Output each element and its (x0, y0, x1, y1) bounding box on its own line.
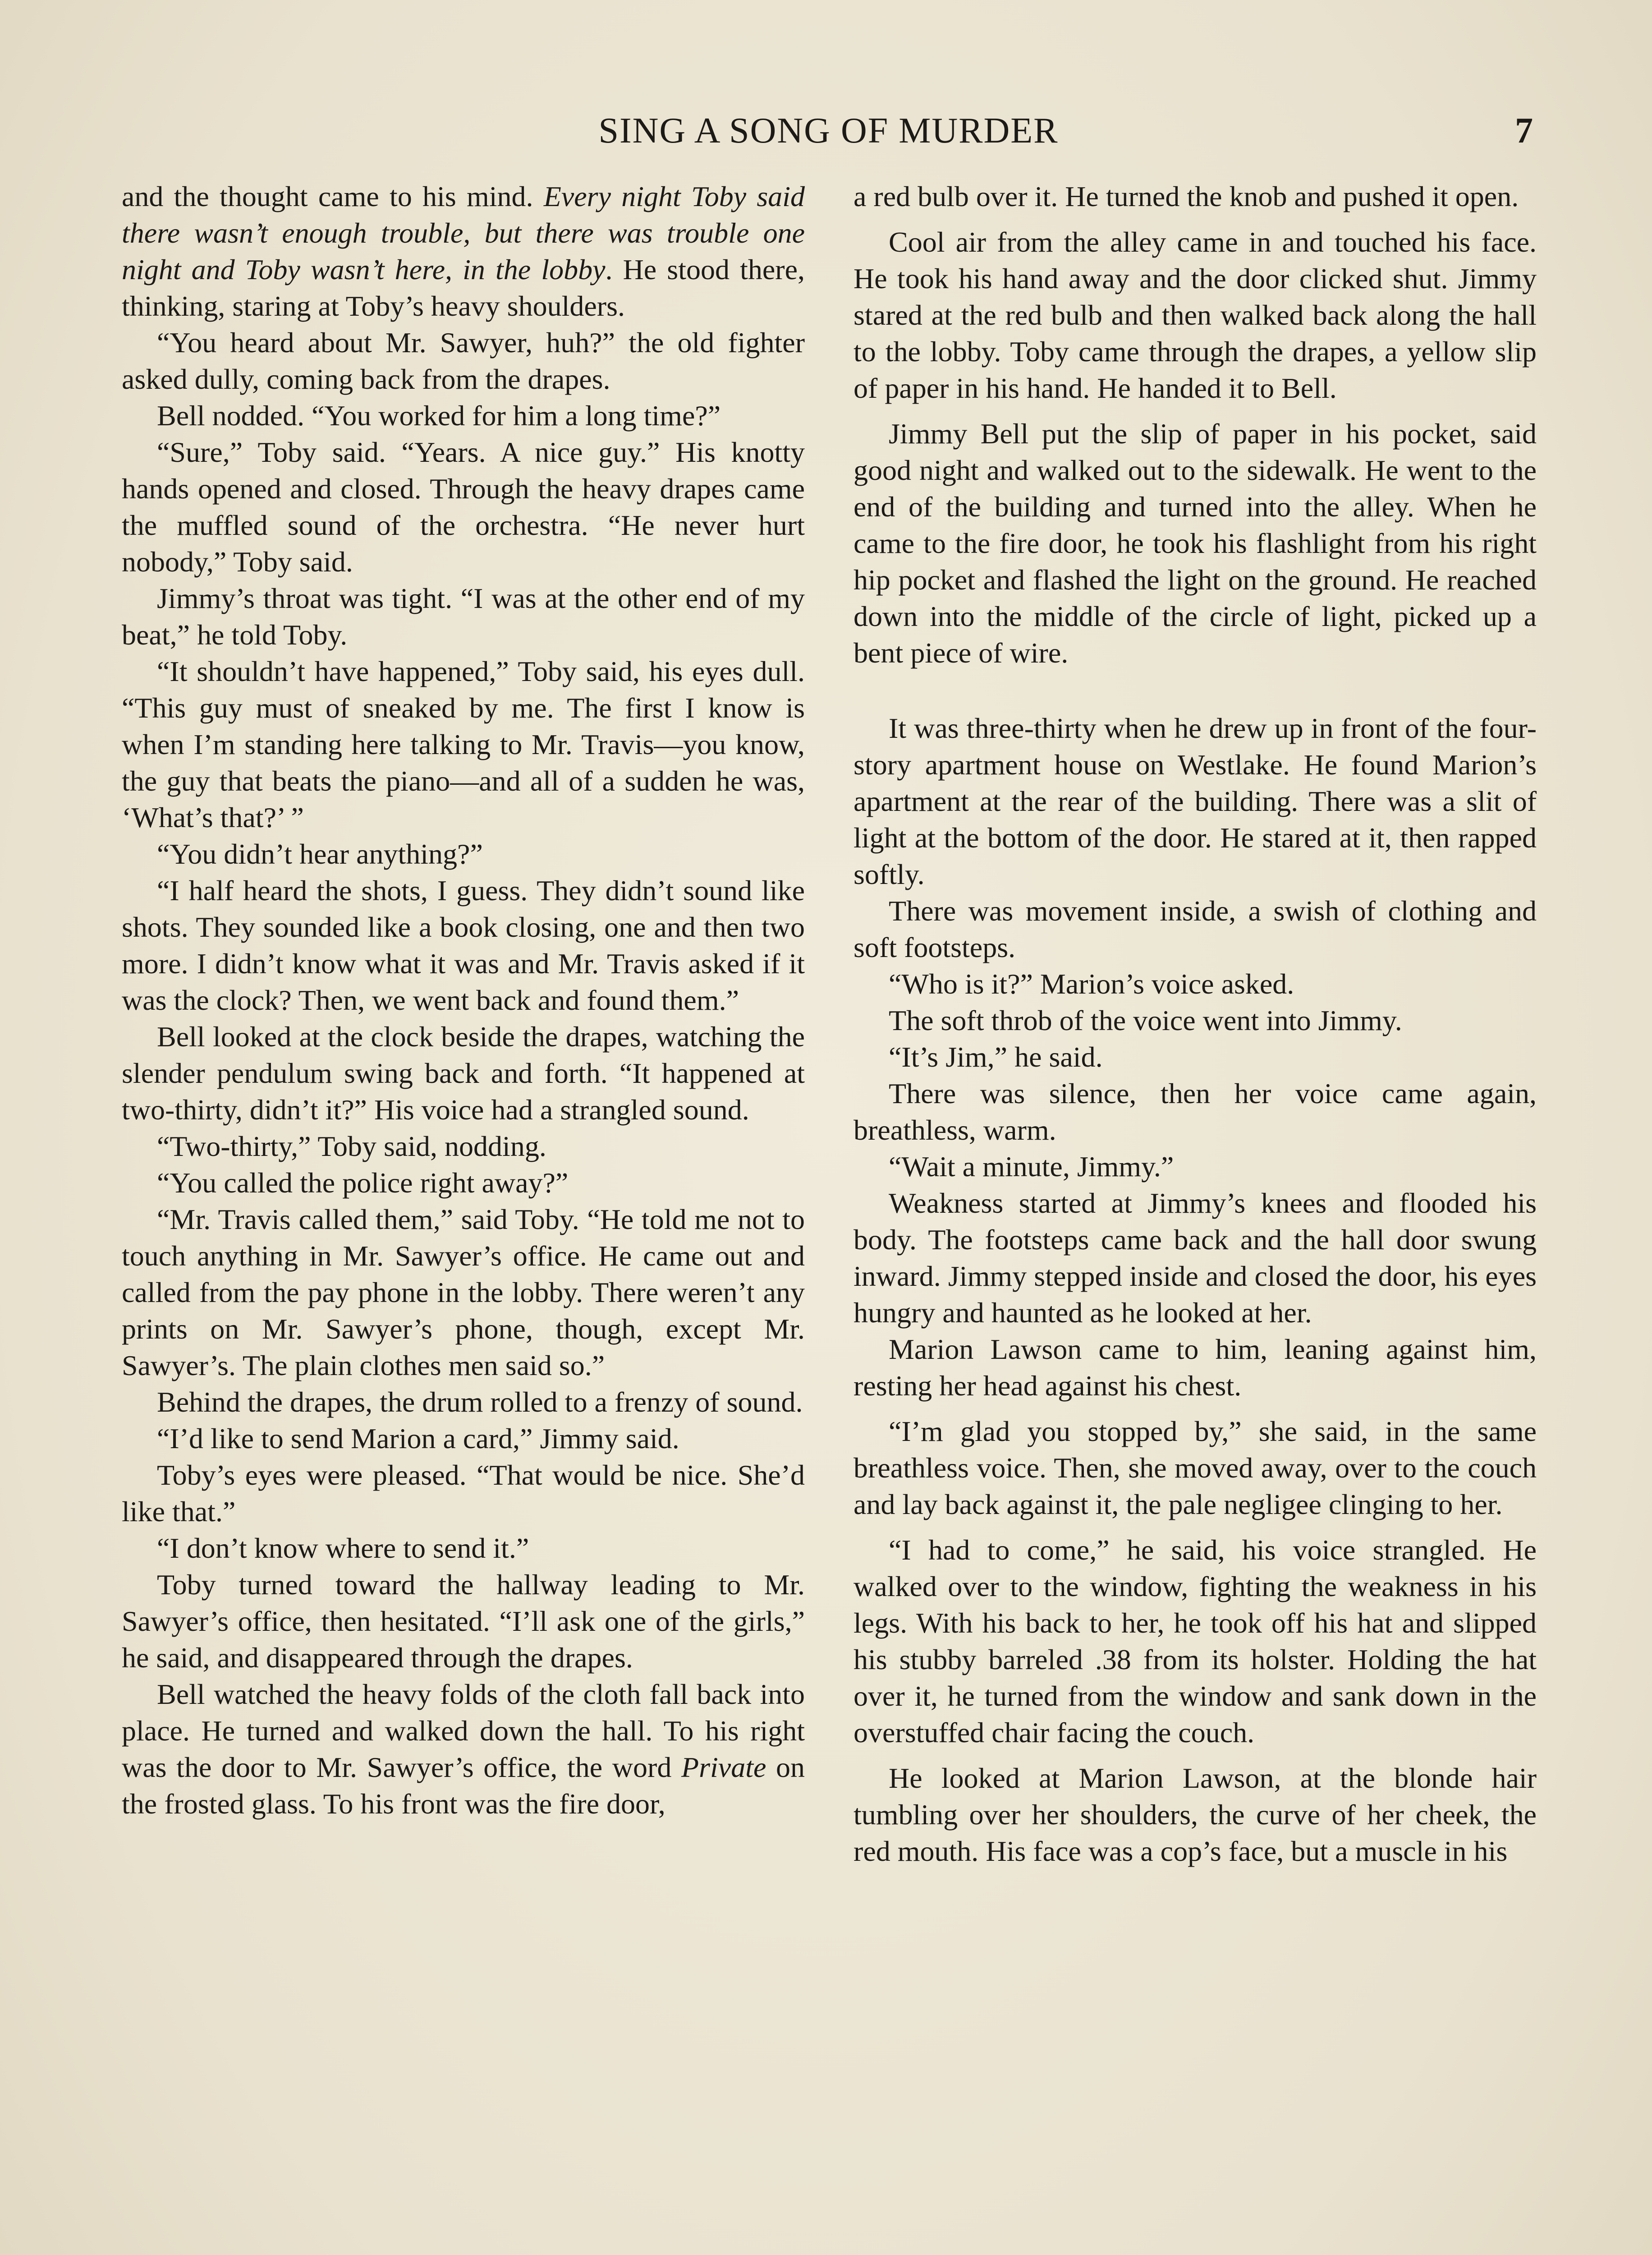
paragraph: “Two-thirty,” Toby said, nodding. (157, 1130, 546, 1162)
paragraph: Bell nodded. “You worked for him a long time?” (157, 400, 721, 432)
paragraph: and the thought came to his mind. Every night Toby said there wasn’t enough trouble, but there was trouble one night and Toby wasn’t here, in the lobby. He stood there, thinking, staring at Toby’s heavy shoulders. (122, 180, 805, 322)
paragraph: Cool air from the alley came in and touched his face. He took his hand away and the door clicked shut. Jimmy stared at the red bulb and then walked back along the hall to the lobby. Toby came through the drapes, a yellow slip of paper in his hand. He handed it to Bell. (854, 226, 1537, 404)
paragraph: “I don’t know where to send it.” (157, 1532, 529, 1564)
paragraph: Toby turned toward the hallway leading to Mr. Sawyer’s office, then hesitated. “I’ll ask one of the girls,” he said, and disappeared through the drapes. (122, 1569, 805, 1674)
paragraph: Jimmy’s throat was tight. “I was at the other end of my beat,” he told Toby. (122, 582, 805, 651)
page-number: 7 (1515, 111, 1533, 151)
running-head (124, 108, 1533, 153)
paragraph: He looked at Marion Lawson, at the blonde hair tumbling over her shoulders, the curve of her cheek, the red mouth. His face was a cop’s face, but a muscle in his (854, 1762, 1537, 1867)
paragraph: “Who is it?” Marion’s voice asked. (889, 968, 1294, 1000)
paragraph: “I had to come,” he said, his voice strangled. He walked over to the window, fighting the weakness in his legs. With his back to her, he took off his hat and slipped his stubby barreled .38 from its holster. Holding the hat over it, he turned from the window and sank down in the overstuffed chair facing the couch. (854, 1534, 1537, 1749)
paragraph: “You heard about Mr. Sawyer, huh?” the old fighter asked dully, coming back from the drapes. (122, 327, 805, 395)
paragraph: “It’s Jim,” he said. (889, 1041, 1103, 1073)
paragraph: There was silence, then her voice came again, breathless, warm. (854, 1077, 1537, 1146)
paragraph: Marion Lawson came to him, leaning against him, resting her head against his chest. (854, 1333, 1537, 1402)
paragraph: “Mr. Travis called them,” said Toby. “He told me not to touch anything in Mr. Sawyer’s office. He came out and called from the pay phone in the lobby. There weren’t any prints on Mr. Sawyer’s phone, though, except Mr. Sawyer’s. The plain clothes men said so.” (122, 1203, 805, 1381)
paragraph: “I half heard the shots, I guess. They didn’t sound like shots. They sounded like a book closing, one and then two more. I didn’t know what it was and Mr. Travis asked if it was the clock? Then, we went back and found them.” (122, 874, 805, 1016)
paragraph: Jimmy Bell put the slip of paper in his pocket, said good night and walked out to the sidewalk. He went to the end of the building and turned into the alley. When he came to the fire door, he took his flashlight from his right hip pocket and flashed the light on the ground. He reached down into the middle of the circle of light, picked up a bent piece of wire. (854, 418, 1537, 669)
paragraph: It was three-thirty when he drew up in front of the four-story apartment house on Westlake. He found Marion’s apartment at the rear of the building. There was a slit of light at the bottom of the door. He stared at it, then rapped softly. (854, 712, 1537, 890)
paragraph: Behind the drapes, the drum rolled to a frenzy of sound. (157, 1386, 803, 1418)
paragraph: “I’d like to send Marion a card,” Jimmy said. (157, 1422, 679, 1454)
paragraph: “It shouldn’t have happened,” Toby said, his eyes dull. “This guy must of sneaked by me. The first I know is when I’m standing here talking to Mr. Travis—you know, the guy that beats the piano—and all of a sudden he was, ‘What’s that?’ ” (122, 655, 805, 833)
paragraph: Bell looked at the clock beside the drapes, watching the slender pendulum swing back and forth. “It happened at two-thirty, didn’t it?” His voice had a strangled sound. (122, 1021, 805, 1126)
paragraph: “I’m glad you stopped by,” she said, in the same breathless voice. Then, she moved away, over to the couch and lay back against it, the pale negligee clinging to her. (854, 1415, 1537, 1520)
paragraph: Weakness started at Jimmy’s knees and flooded his body. The footsteps came back and the hall door swung inward. Jimmy stepped inside and closed the door, his eyes hungry and haunted as he looked at her. (854, 1187, 1537, 1329)
paragraph: “You called the police right away?” (157, 1167, 569, 1199)
paragraph: Toby’s eyes were pleased. “That would be nice. She’d like that.” (122, 1459, 805, 1528)
paragraph: The soft throb of the voice went into Jimmy. (889, 1004, 1402, 1036)
paragraph: “Wait a minute, Jimmy.” (889, 1151, 1174, 1183)
paragraph: There was movement inside, a swish of clothing and soft footsteps. (854, 895, 1537, 963)
paragraph: a red bulb over it. He turned the knob and pushed it open. (854, 180, 1519, 212)
paragraph: “Sure,” Toby said. “Years. A nice guy.” His knotty hands opened and closed. Through the heavy drapes came the muffled sound of the orchestra. “He never hurt nobody,” Toby said. (122, 436, 805, 578)
story-title: SING A SONG OF MURDER (598, 111, 1059, 151)
right-column (854, 178, 1537, 1869)
paragraph: “You didn’t hear anything?” (157, 838, 483, 870)
left-column (122, 178, 805, 1822)
paragraph: Bell watched the heavy folds of the cloth fall back into place. He turned and walked down the hall. To his right was the door to Mr. Sawyer’s office, the word Private on the frosted glass. To his front was the fire door, (122, 1678, 805, 1820)
